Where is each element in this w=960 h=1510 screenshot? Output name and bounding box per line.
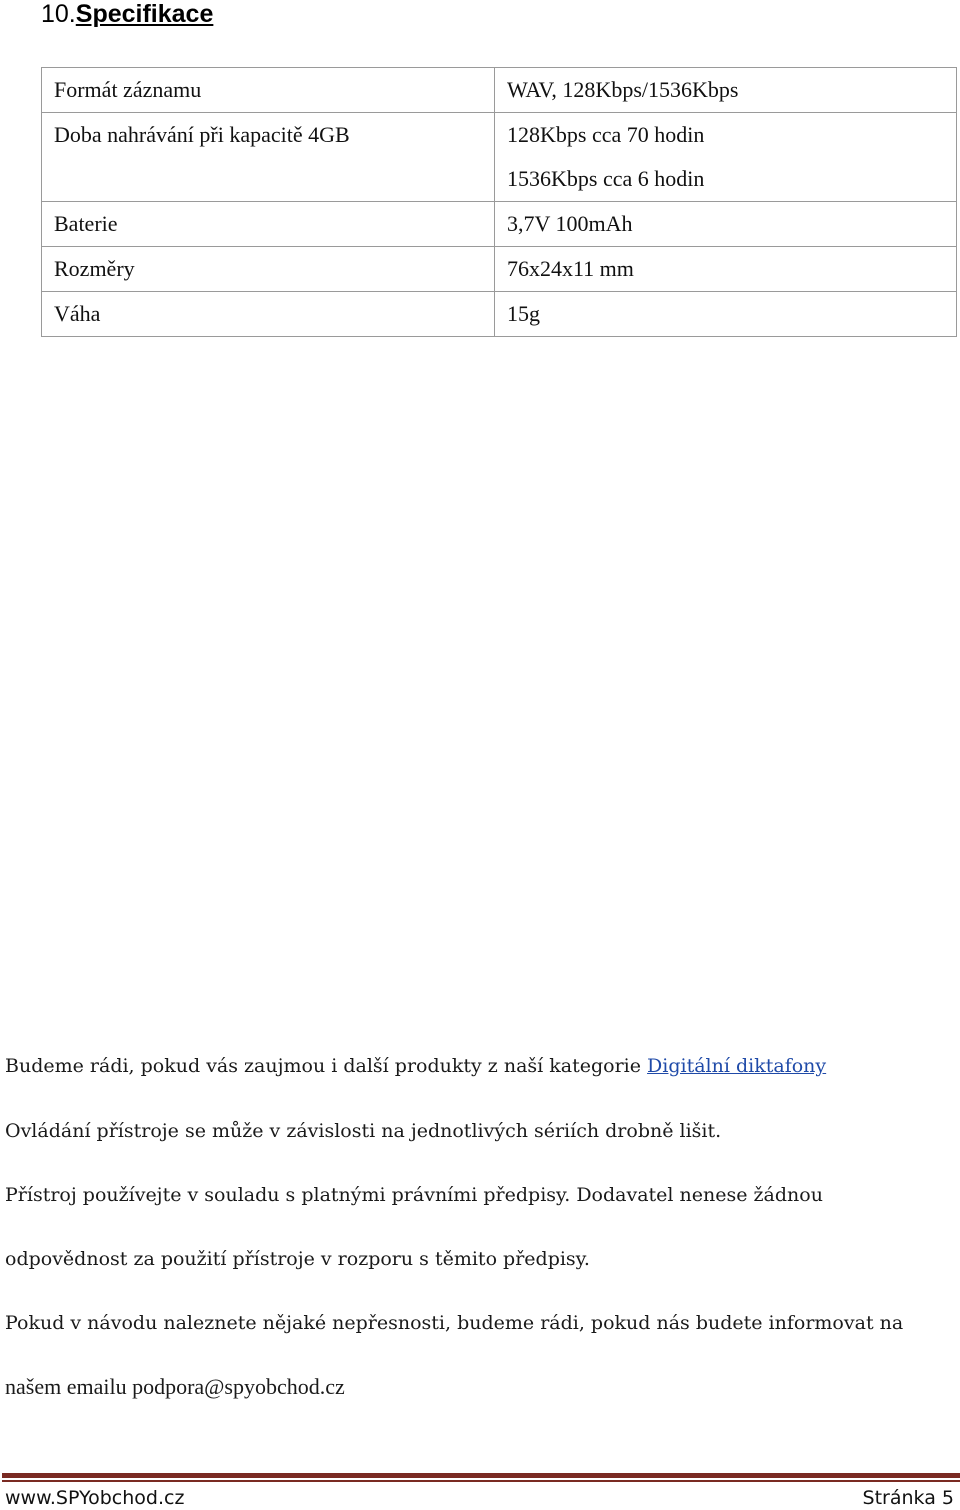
paragraph-feedback-line2: našem emailu podpora@spyobchod.cz — [5, 1374, 345, 1399]
spec-label: Rozměry — [42, 247, 495, 292]
category-link[interactable]: Digitální diktafony — [647, 1055, 827, 1077]
footer-rule-thin — [2, 1480, 960, 1482]
footer-website: www.SPYobchod.cz — [5, 1487, 185, 1509]
table-row — [42, 292, 957, 337]
table-row — [42, 68, 957, 113]
paragraph-controls: Ovládání přístroje se může v závislosti na jednotlivých sériích drobně lišit. — [5, 1120, 722, 1142]
spec-label: Doba nahrávání při kapacitě 4GB — [42, 113, 495, 202]
section-title: Specifikace — [75, 0, 214, 28]
footer-page-number: Stránka 5 — [862, 1487, 954, 1509]
paragraph-products — [5, 1052, 826, 1080]
spec-label: Váha — [42, 292, 495, 337]
spec-value: 3,7V 100mAh — [495, 202, 957, 247]
section-heading — [41, 0, 213, 30]
section-number: 10. — [41, 0, 76, 28]
spec-value-line: 128Kbps cca 70 hodin — [507, 122, 705, 147]
table-row — [42, 113, 957, 202]
paragraph-legal-line1: Přístroj používejte v souladu s platnými právními předpisy. Dodavatel nenese žádnou — [5, 1184, 823, 1206]
spec-value: WAV, 128Kbps/1536Kbps — [495, 68, 957, 113]
spec-value — [495, 113, 957, 202]
spec-value: 76x24x11 mm — [495, 247, 957, 292]
paragraph-products-text: Budeme rádi, pokud vás zaujmou i další produkty z naší kategorie — [5, 1055, 648, 1077]
footer-rule-thick — [2, 1473, 960, 1478]
table-row — [42, 247, 957, 292]
table-row — [42, 202, 957, 247]
paragraph-legal-line2: odpovědnost za použití přístroje v rozporu s těmito předpisy. — [5, 1248, 590, 1270]
spec-value-line: 1536Kbps cca 6 hodin — [507, 166, 705, 191]
spec-label: Formát záznamu — [42, 68, 495, 113]
paragraph-feedback-line1: Pokud v návodu naleznete nějaké nepřesnosti, budeme rádi, pokud nás budete informovat na — [5, 1312, 904, 1334]
spec-table — [41, 67, 957, 337]
spec-value: 15g — [495, 292, 957, 337]
spec-label: Baterie — [42, 202, 495, 247]
